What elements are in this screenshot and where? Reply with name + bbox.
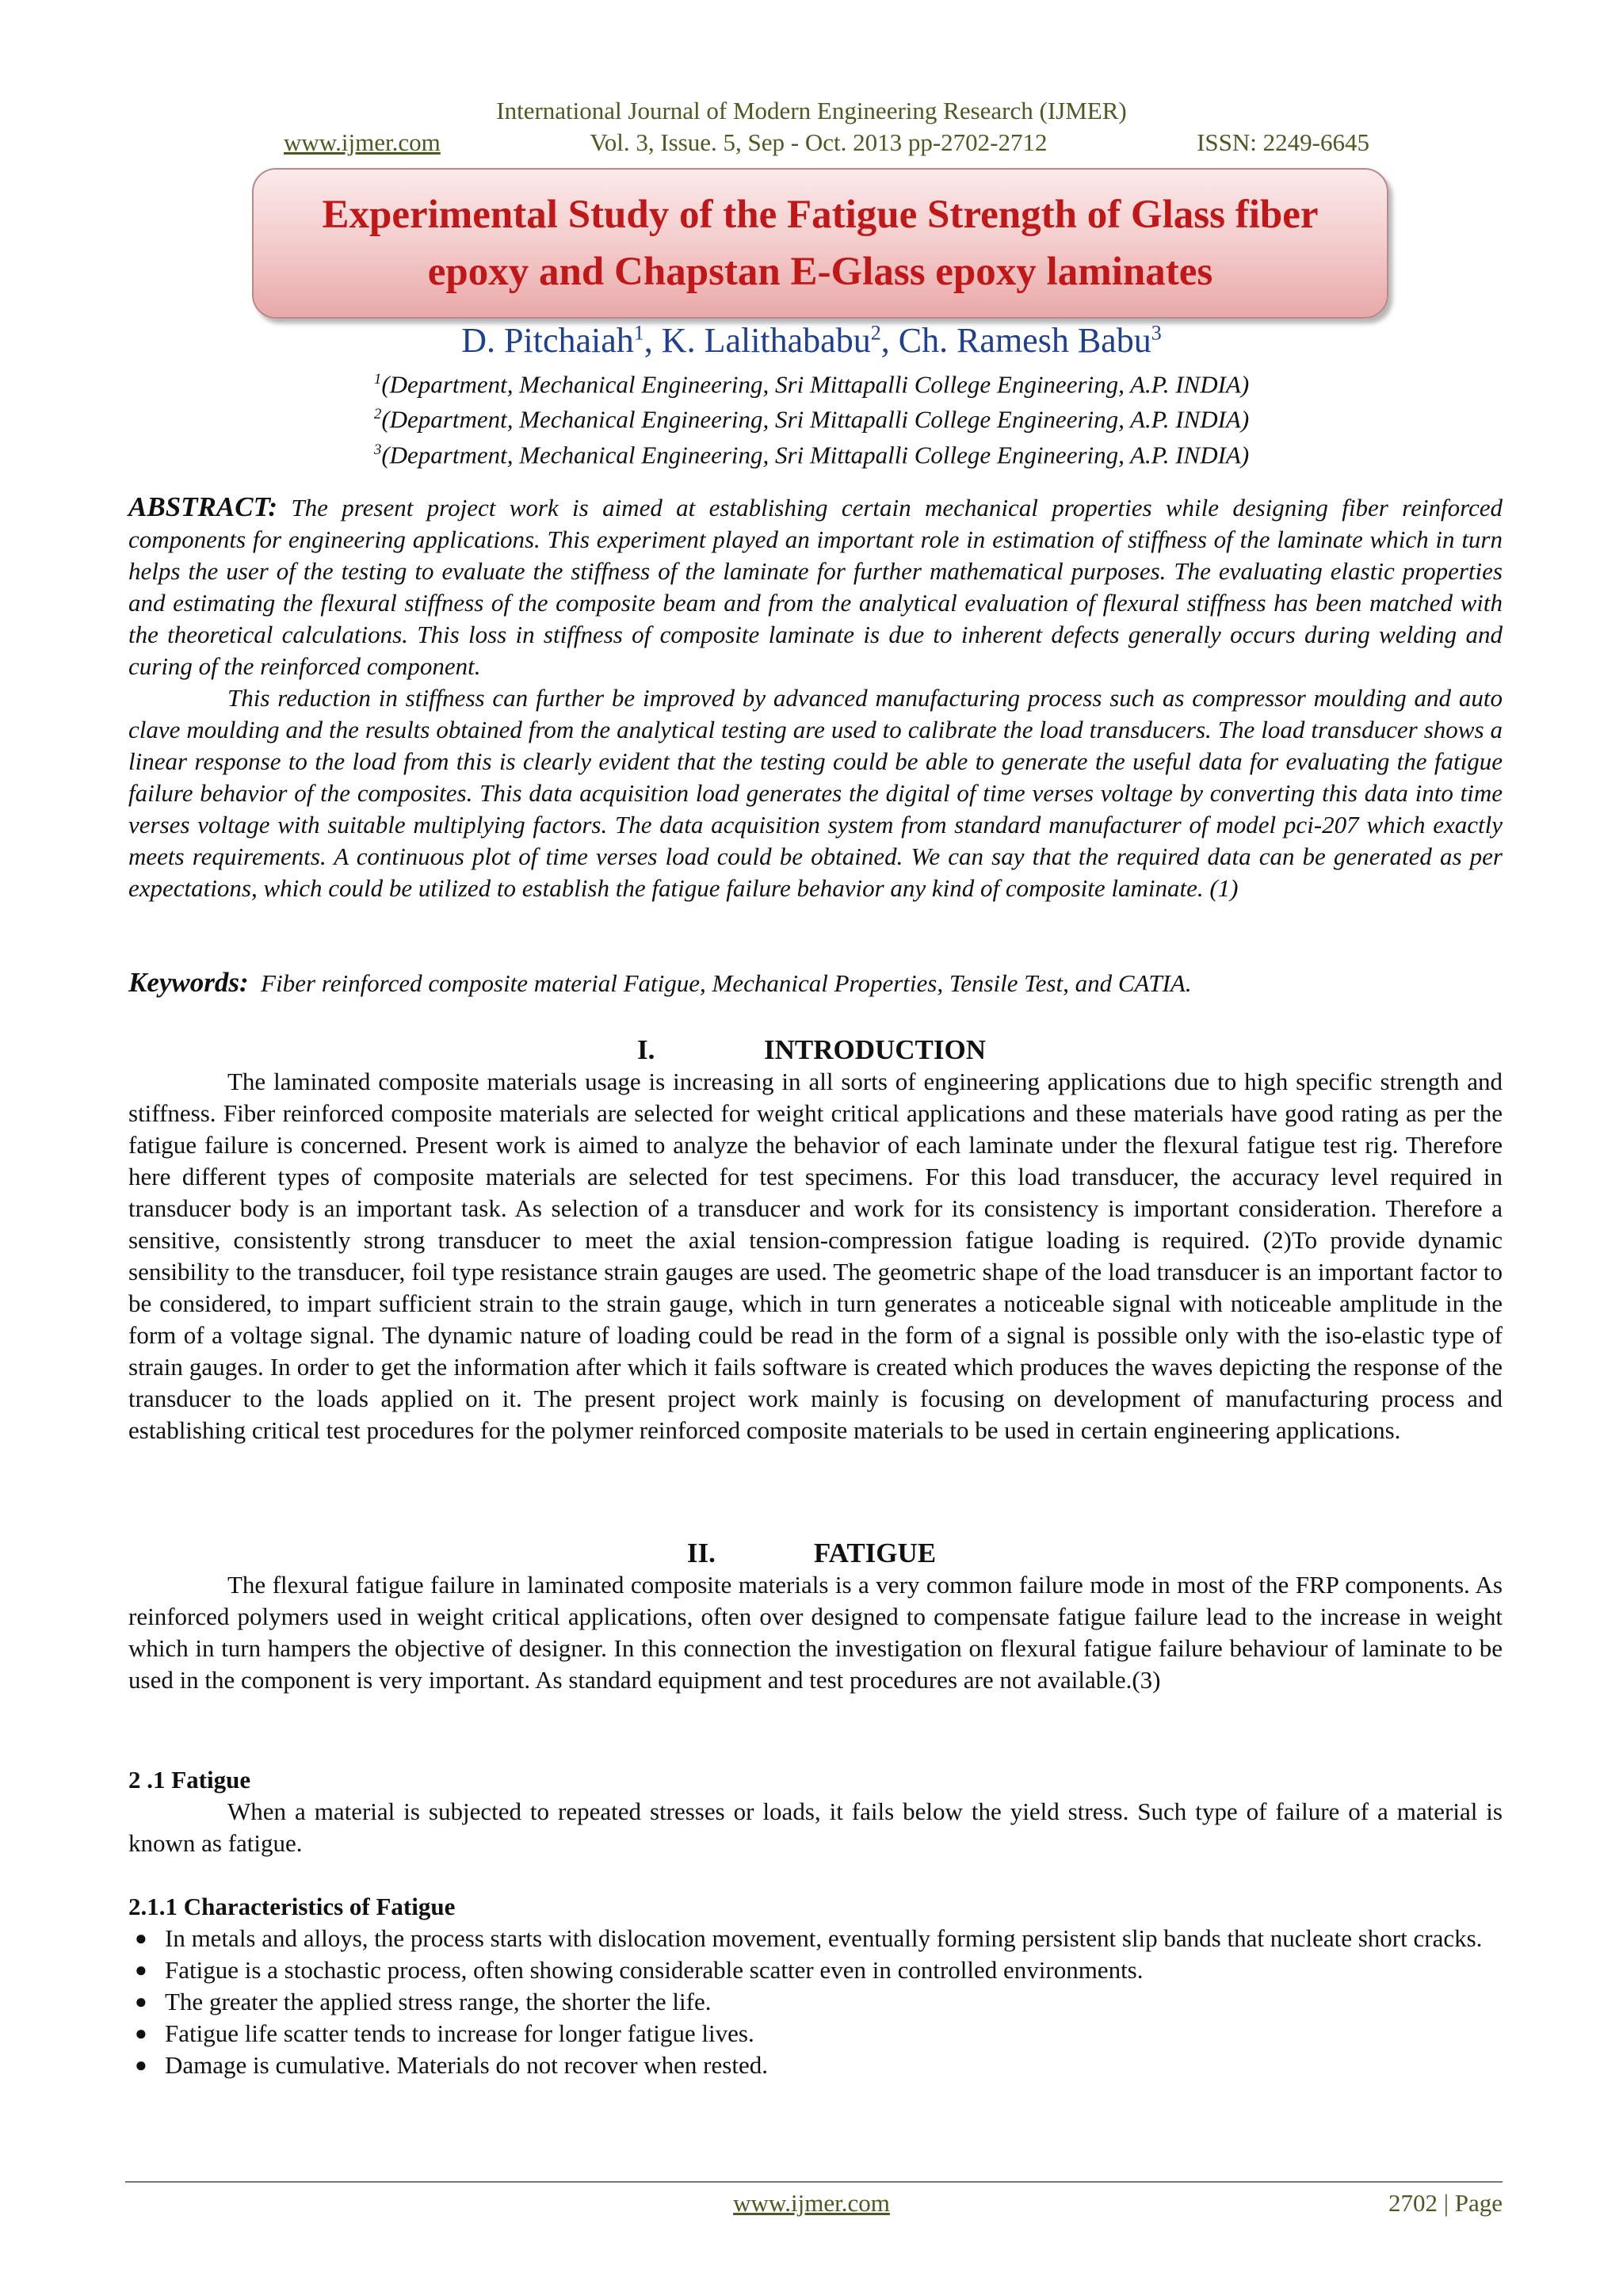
header-website-link[interactable]: www.ijmer.com xyxy=(284,128,441,156)
affiliation-sup: 2 xyxy=(373,406,382,423)
volume-info: Vol. 3, Issue. 5, Sep - Oct. 2013 pp-2702-2712 xyxy=(590,128,1048,156)
page-number: 2702 | Page xyxy=(1388,2189,1503,2217)
list-item-text: In metals and alloys, the process starts with dislocation movement, eventually forming persistent slip bands that nucleate short cracks. xyxy=(165,1924,1483,1952)
footer-divider xyxy=(125,2181,1503,2183)
fatigue-body xyxy=(128,1569,1503,1696)
bullet-icon: ● xyxy=(135,1990,147,2013)
list-item xyxy=(128,1954,1503,1986)
keywords-label: Keywords: xyxy=(128,967,249,998)
section-number: II. xyxy=(686,1538,716,1568)
list-item-text: Fatigue life scatter tends to increase for longer fatigue lives. xyxy=(165,2019,754,2047)
list-item xyxy=(128,2050,1503,2081)
issn: ISSN: 2249-6645 xyxy=(1197,128,1369,156)
section-heading-fatigue xyxy=(0,1538,1623,1569)
list-item xyxy=(128,1986,1503,2018)
characteristics-list xyxy=(128,1923,1503,2081)
introduction-body xyxy=(128,1066,1503,1446)
list-item-text: Fatigue is a stochastic process, often showing considerable scatter even in controlled environments. xyxy=(165,1956,1144,1984)
list-item xyxy=(128,1923,1503,1954)
affiliation-text: (Department, Mechanical Engineering, Sri Mittapalli College Engineering, A.P. INDIA) xyxy=(381,440,1250,468)
list-item xyxy=(128,2018,1503,2050)
author-name: Ch. Ramesh Babu xyxy=(898,321,1151,360)
affiliation-sup: 1 xyxy=(373,371,382,388)
affiliation xyxy=(0,435,1623,470)
keywords-text: Fiber reinforced composite material Fatigue, Mechanical Properties, Tensile Test, and CATIA. xyxy=(261,969,1192,997)
affiliation xyxy=(0,365,1623,399)
bullet-icon: ● xyxy=(135,1927,147,1950)
title-banner xyxy=(252,168,1388,319)
subsection-heading-characteristics: 2.1.1 Characteristics of Fatigue xyxy=(128,1893,456,1920)
abstract-text-2: This reduction in stiffness can further be improved by advanced manufacturing process such as compressor moulding and auto clave moulding and the results obtained from the analytical testing are used to calibrate the load transducers. The load transducer shows a linear response to the load from this is clearly evident that the testing could be able to generate the useful data for evaluating the fatigue failure behavior of the composites. This data acquisition load generates the digital of time verses voltage by converting this data into time verses voltage with suitable multiplying factors. The data acquisition system from standard manufacturer of model pci-207 which exactly meets requirements. A continuous plot of time verses load could be obtained. We can say that the required data can be generated as per expectations, which could be utilized to establish the fatigue failure behavior any kind of composite laminate. (1) xyxy=(128,684,1503,902)
affiliation-text: (Department, Mechanical Engineering, Sri Mittapalli College Engineering, A.P. INDIA) xyxy=(381,405,1250,434)
footer-website-link[interactable]: www.ijmer.com xyxy=(733,2189,890,2217)
keywords xyxy=(128,967,1503,999)
affiliation-list xyxy=(0,365,1623,470)
list-item-text: Damage is cumulative. Materials do not recover when rested. xyxy=(165,2051,768,2079)
fatigue-paragraph: The flexural fatigue failure in laminated composite materials is a very common failure mode in most of the FRP components. As reinforced polymers used in weight critical applications, often over designed to compensate fatigue failure lead to the increase in weight which in turn hampers the objective of designer. In this connection the investigation on flexural fatigue failure behaviour of laminate to be used in the component is very important. As standard equipment and test procedures are not available.(3) xyxy=(128,1571,1503,1694)
introduction-paragraph: The laminated composite materials usage is increasing in all sorts of engineering applications due to high specific strength and stiffness. Fiber reinforced composite materials are selected for weight critical applications and these materials have good rating as per the fatigue failure is concerned. Present work is aimed to analyze the behavior of each laminate under the flexural fatigue test rig. Therefore here different types of composite materials are selected for test specimens. For this load transducer, the accuracy level required in transducer body is an important task. As selection of a transducer and work for its consistency is important consideration. Therefore a sensitive, consistently strong transducer to meet the axial tension-compression fatigue loading is required. (2)To provide dynamic sensibility to the transducer, foil type resistance strain gauges are used. The geometric shape of the load transducer is an important factor to be considered, to impart sufficient strain to the strain gauge, which in turn generates a noticeable signal with noticeable amplitude in the form of a voltage signal. The dynamic nature of loading could be read in the form of a signal is possible only with the iso-elastic type of strain gauges. In order to get the information after which it fails software is created which produces the waves depicting the response of the transducer to the loads applied on it. The present project work mainly is focusing on development of manufacturing process and establishing critical test procedures for the polymer reinforced composite materials to be used in certain engineering applications. xyxy=(128,1068,1503,1444)
author-sup: 3 xyxy=(1151,321,1162,345)
abstract xyxy=(128,491,1503,904)
section-number: I. xyxy=(636,1034,655,1065)
author-sup: 2 xyxy=(870,321,881,345)
author-list: D. Pitchaiah$^1$, K. Lalithababu$^2$, Ch. Ramesh Babu$^3$ xyxy=(461,321,1162,360)
abstract-paragraph xyxy=(128,491,1503,682)
abstract-text-1: The present project work is aimed at establishing certain mechanical properties while designing fiber reinforced components for engineering applications. This experiment played an important role in estimation of stiffness of the laminate which in turn helps the user of the testing to evaluate the stiffness of the laminate for further mathematical purposes. The evaluating elastic properties and estimating the flexural stiffness of the composite beam and from the analytical evaluation of flexural stiffness has been matched with the theoretical calculations. This loss in stiffness of composite laminate is due to inherent defects generally occurs during welding and curing of the reinforced component. xyxy=(128,494,1503,680)
abstract-label: ABSTRACT: xyxy=(128,491,278,522)
journal-name: International Journal of Modern Engineering Research (IJMER) xyxy=(496,97,1127,124)
affiliation-sup: 3 xyxy=(373,441,382,458)
bullet-icon: ● xyxy=(135,2053,147,2076)
section-heading-introduction xyxy=(0,1034,1623,1066)
paper-title: Experimental Study of the Fatigue Strength of Glass fiber epoxy and Chapstan E-Glass epoxy laminates xyxy=(322,193,1319,294)
author-name: D. Pitchaiah xyxy=(461,321,634,360)
subsection-heading-fatigue: 2 .1 Fatigue xyxy=(128,1766,251,1794)
section-title: INTRODUCTION xyxy=(763,1034,987,1065)
journal-meta xyxy=(284,128,1369,157)
bullet-icon: ● xyxy=(135,1958,147,1981)
subsection-fatigue-body xyxy=(128,1796,1503,1859)
author-sup: 1 xyxy=(633,321,644,345)
section-title: FATIGUE xyxy=(813,1538,937,1568)
affiliation-text: (Department, Mechanical Engineering, Sri Mittapalli College Engineering, A.P. INDIA) xyxy=(381,370,1250,399)
bullet-icon: ● xyxy=(135,2022,147,2045)
author-name: K. Lalithababu xyxy=(661,321,871,360)
affiliation xyxy=(0,399,1623,434)
list-item-text: The greater the applied stress range, the shorter the life. xyxy=(165,1988,712,2015)
subsection-fatigue-paragraph: When a material is subjected to repeated stresses or loads, it fails below the yield stress. Such type of failure of a material is known as fatigue. xyxy=(128,1797,1503,1857)
